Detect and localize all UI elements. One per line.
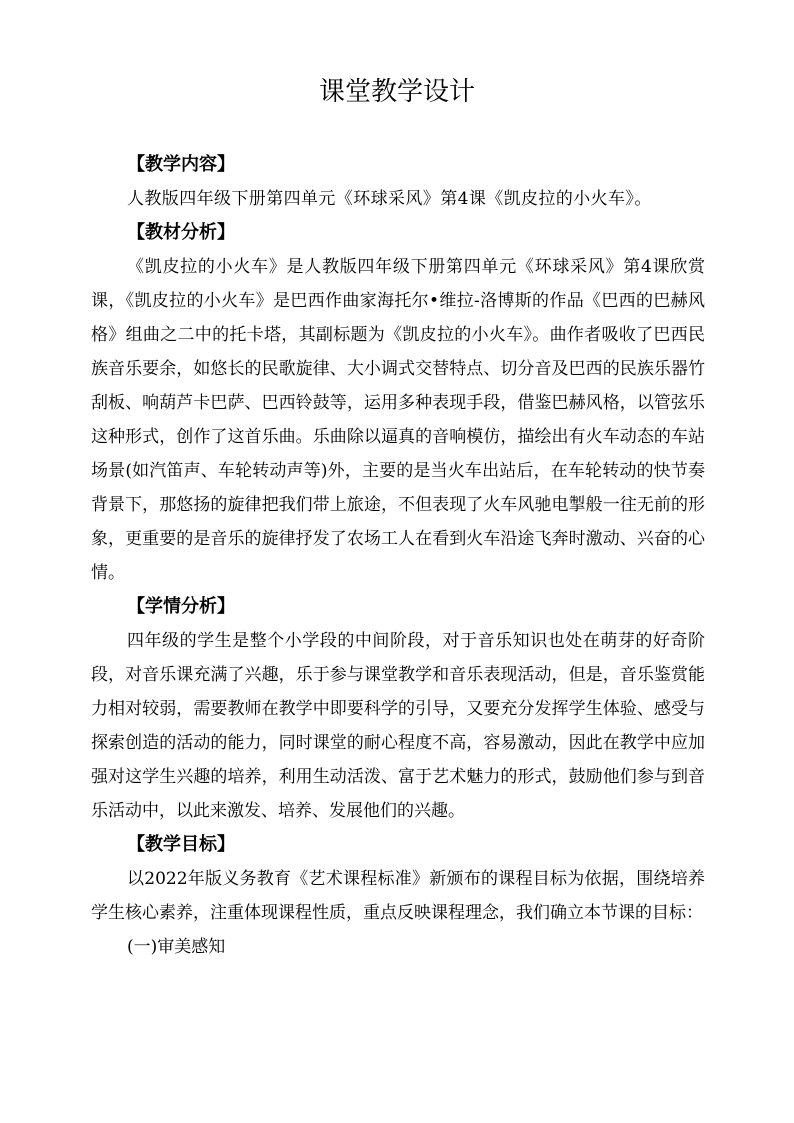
student-analysis-paragraph: 四年级的学生是整个小学段的中间阶段，对于音乐知识也处在萌芽的好奇阶段，对音乐课充满了兴趣，乐于参与课堂教学和音乐表现活动，但是，音乐鉴赏能力相对较弱，需要教师在教学中即要科学的引导，又要充分发挥学生体验、感受与探索创造的活动的能力，同时课堂的耐心程度不高，容易激动，因此在教学中应加强对这学生兴趣的培养，利用生动活泼、富于艺术魅力的形式，鼓励他们参与到音乐活动中，以此来激发、培养、发展他们的兴趣。 bbox=[91, 631, 705, 821]
teaching-content-paragraph: 人教版四年级下册第四单元《环球采风》第4课《凯皮拉的小火车》。 bbox=[127, 189, 652, 209]
document-body bbox=[91, 148, 705, 964]
section-heading-material-analysis: 【教材分析】 bbox=[127, 222, 235, 243]
section-heading-teaching-content: 【教学内容】 bbox=[127, 154, 235, 175]
material-analysis-paragraph: 《凯皮拉的小火车》是人教版四年级下册第四单元《环球采风》第4课欣赏课，《凯皮拉的小火车》是巴西作曲家海托尔•维拉-洛博斯的作品《巴西的巴赫风格》组曲之二中的托卡塔，其副标题为《凯皮拉的小火车》。曲作者吸收了巴西民族音乐要余，如悠长的民歌旋律、大小调式交替特点、切分音及巴西的民族乐器竹刮板、响葫芦卡巴萨、巴西铃鼓等，运用多种表现手段，借鉴巴赫风格，以管弦乐这种形式，创作了这首乐曲。乐曲除以逼真的音响模仿，描绘出有火车动态的车站场景(如汽笛声、车轮转动声等)外，主要的是当火车出站后，在车轮转动的快节奏背景下，那悠扬的旋律把我们带上旅途，不但表现了火车风驰电掣般一往无前的形象，更重要的是音乐的旋律抒发了农场工人在看到火车沿途飞奔时激动、兴奋的心情。 bbox=[91, 257, 705, 583]
document-title: 课堂教学设计 bbox=[318, 77, 475, 107]
section-heading-teaching-goals: 【教学目标】 bbox=[127, 834, 235, 855]
teaching-goals-paragraph: 以2022年版义务教育《艺术课程标准》新颁布的课程目标为依据，围绕培养学生核心素养，注重体现课程性质，重点反映课程理念，我们确立本节课的目标： bbox=[91, 869, 705, 923]
section-heading-student-analysis: 【学情分析】 bbox=[127, 596, 235, 617]
subheading-aesthetic-perception: (一)审美感知 bbox=[127, 937, 226, 957]
